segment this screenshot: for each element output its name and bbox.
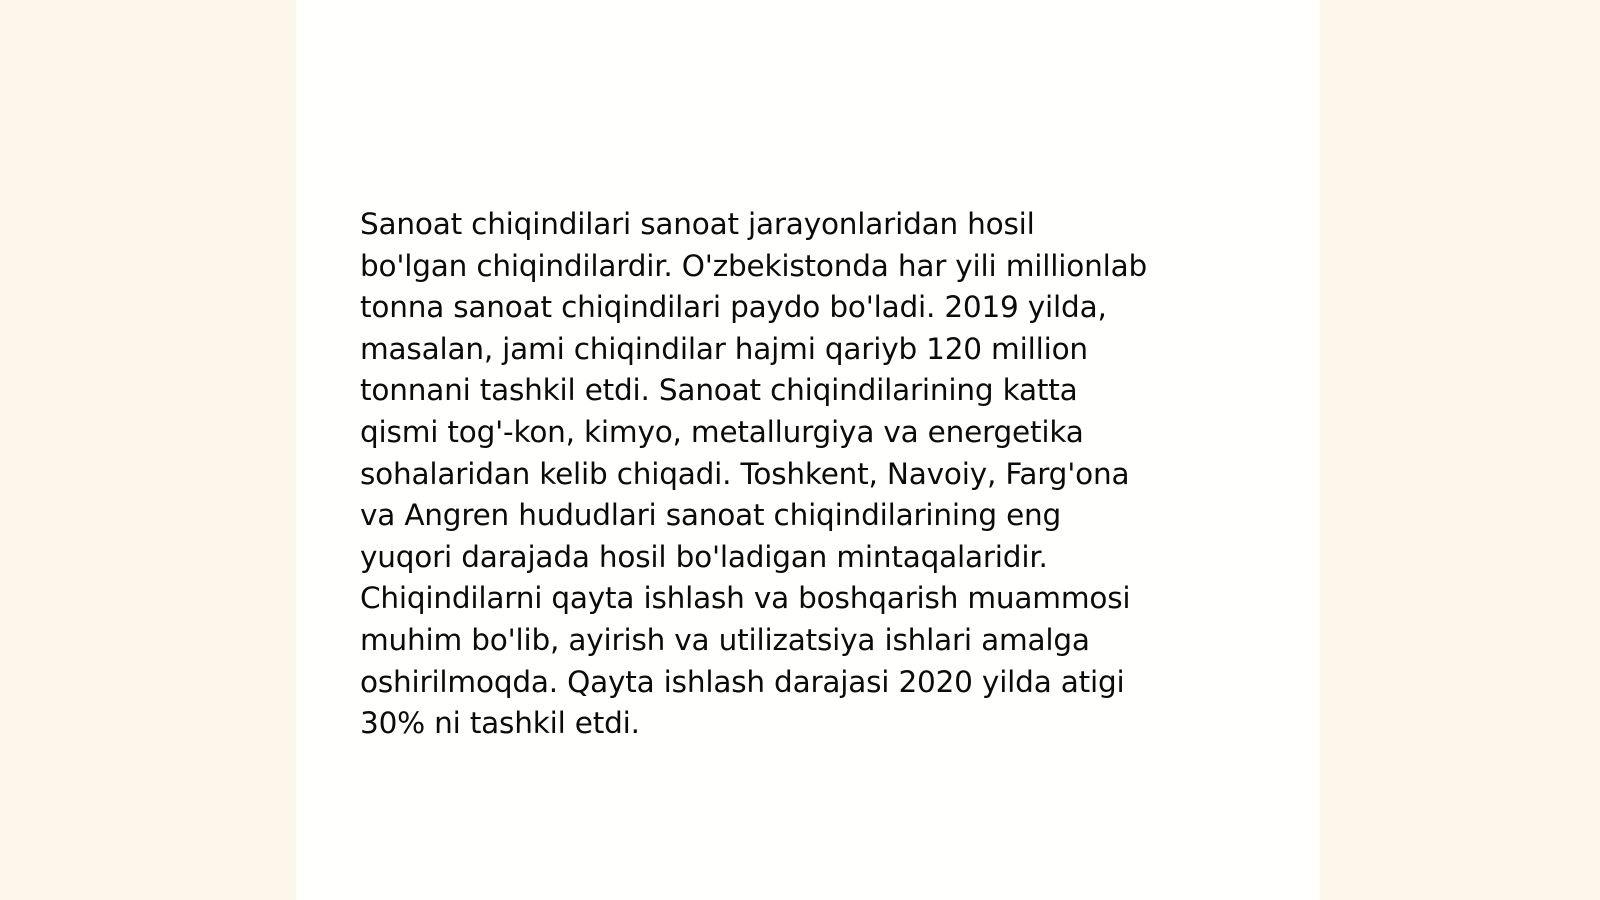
body-paragraph: Sanoat chiqindilari sanoat jarayonlaridan hosil bo'lgan chiqindilardir. O'zbekistonda har yili millionlab tonna sanoat chiqindilari paydo bo'ladi. 2019 yilda, masalan, jami chiqindilar hajmi qariyb 120 million tonnani tashkil etdi. Sanoat chiqindilarining katta qismi tog'-kon, kimyo, metallurgiya va energetika sohalaridan kelib chiqadi. Toshkent, Navoiy, Farg'ona va Angren hududlari sanoat chiqindilarining eng yuqori darajada hosil bo'ladigan mintaqalaridir. Chiqindilarni qayta ishlash va boshqarish muammosi muhim bo'lib, ayirish va utilizatsiya ishlari amalga oshirilmoqda. Qayta ishlash darajasi 2020 yilda atigi 30% ni tashkil etdi.: [360, 207, 1147, 741]
document-page: [296, 0, 1320, 900]
